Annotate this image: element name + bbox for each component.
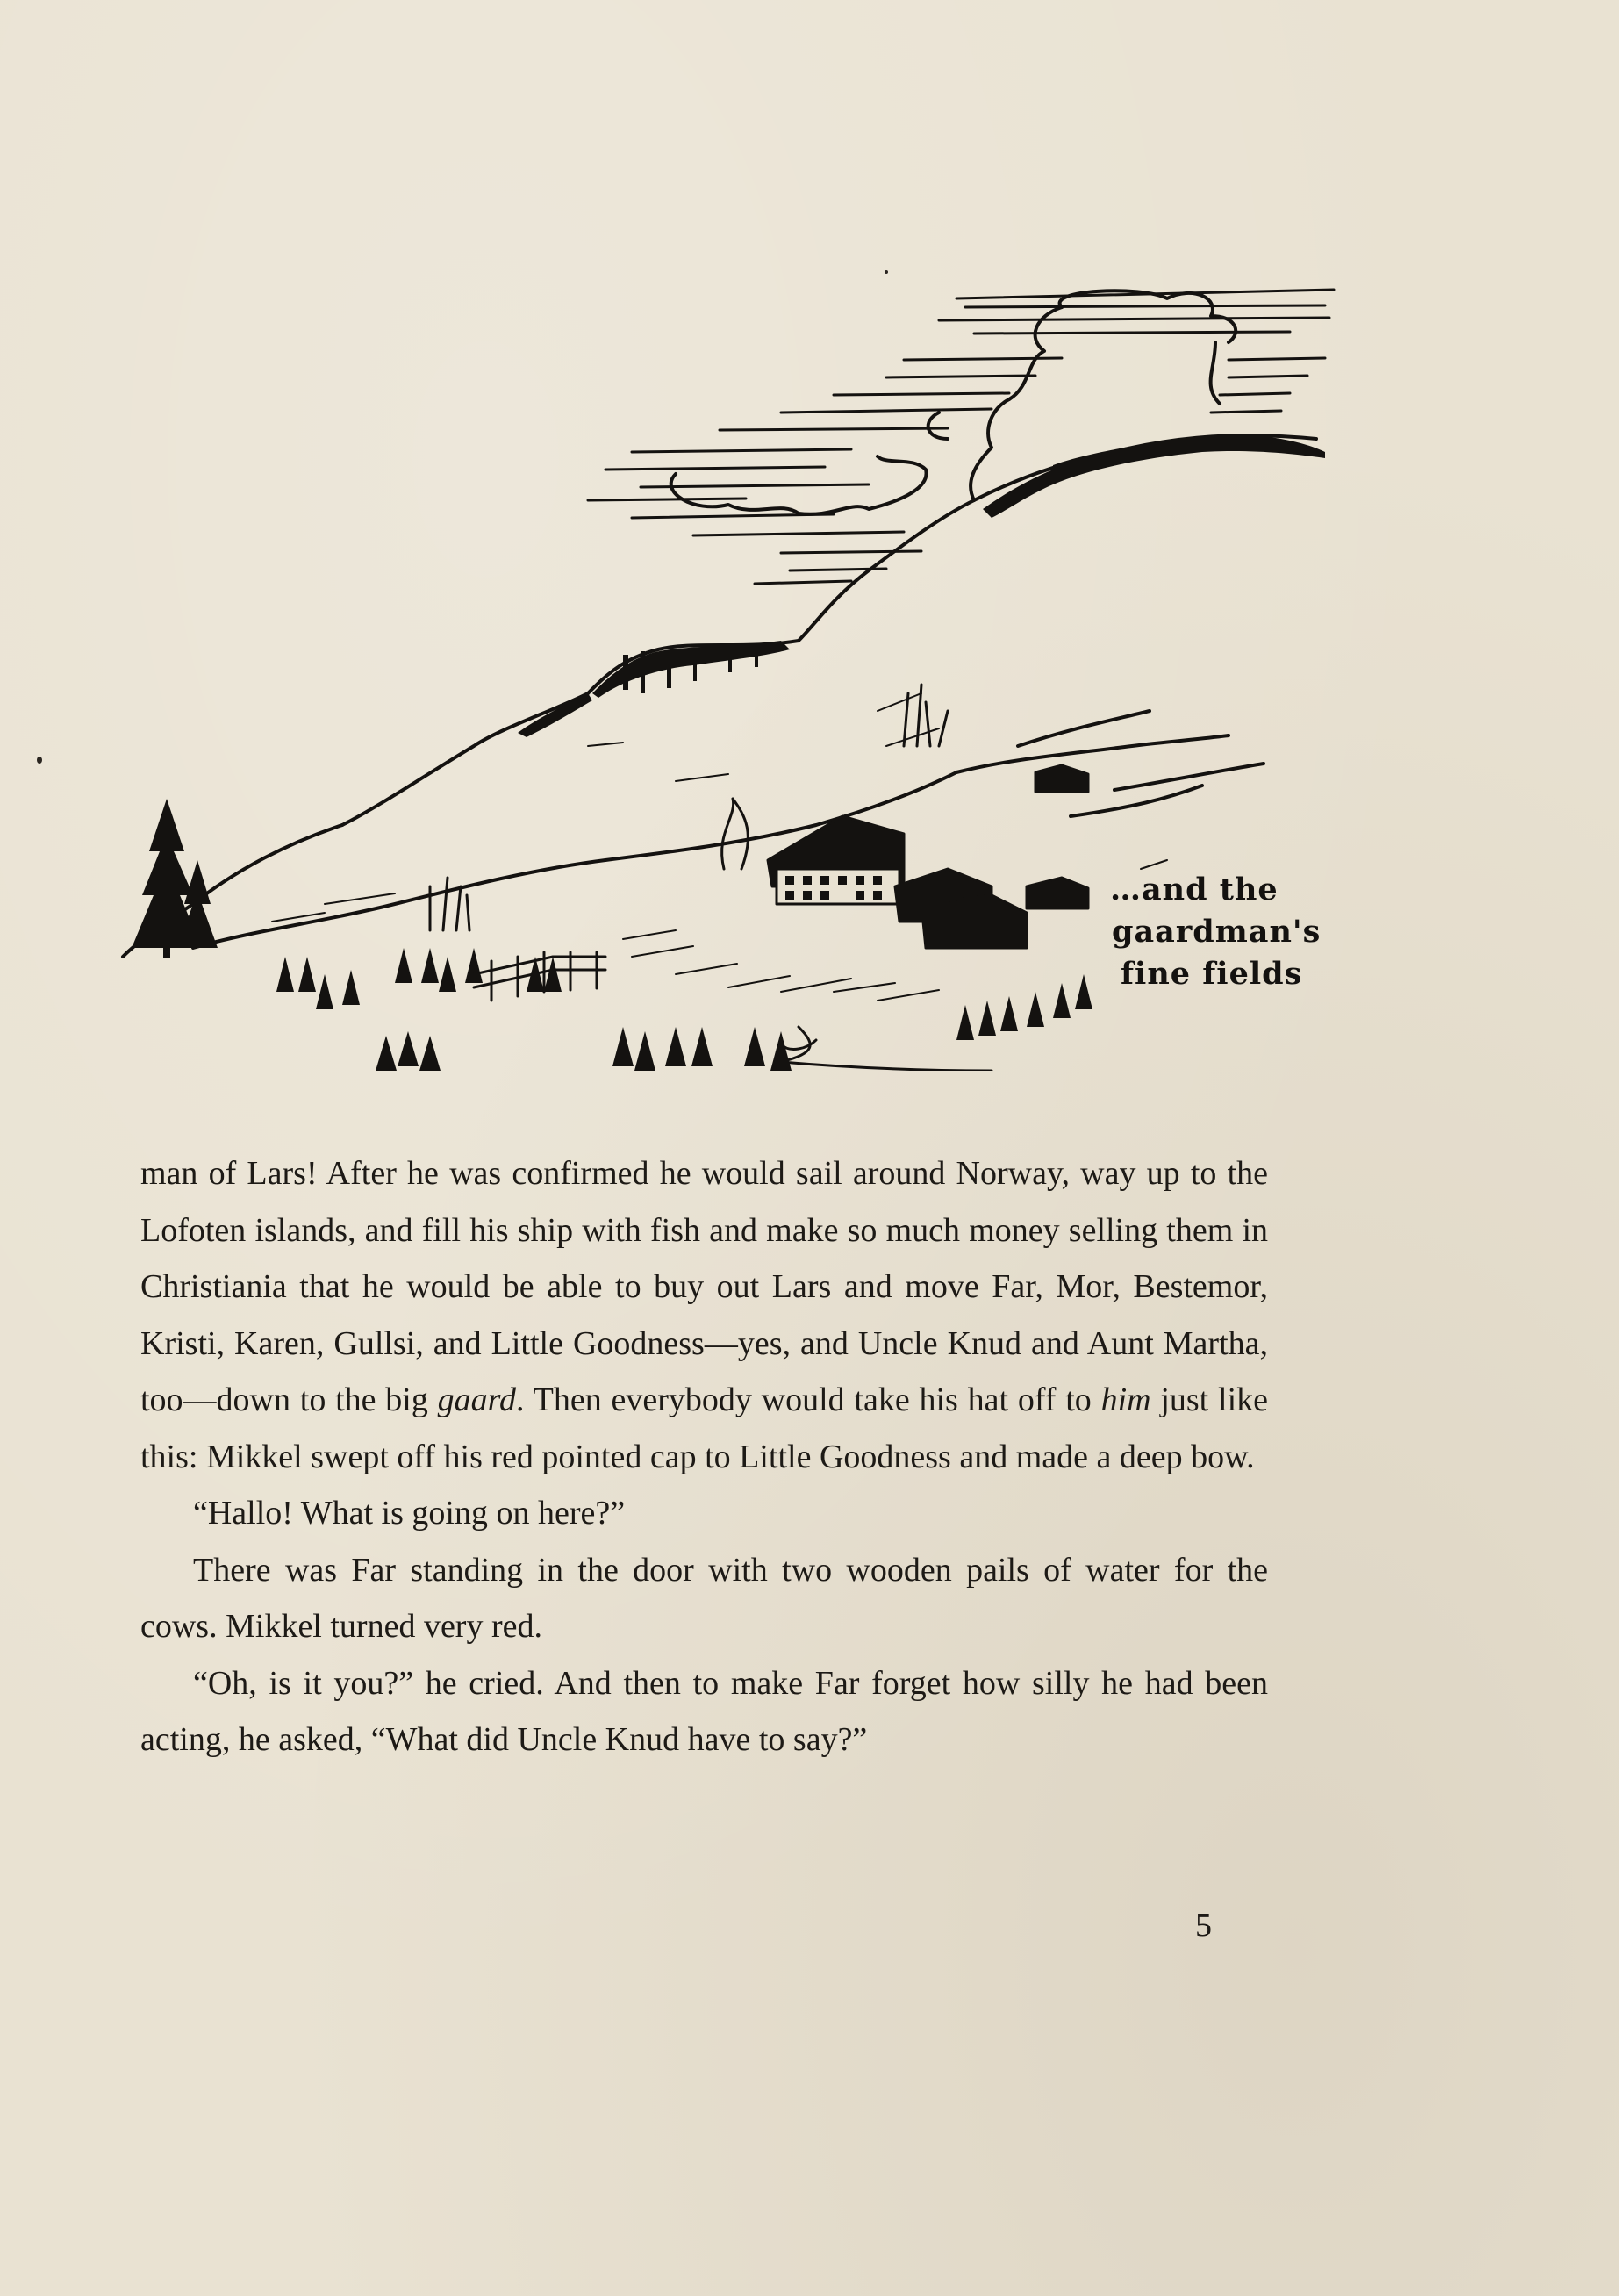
caption-line-1: …and the [1110,872,1279,908]
paragraph-4: “Oh, is it you?” he cried. And then to make Far forget how silly he had been acting, he asked, “What did Uncle Knud have to say?” [140,1664,1268,1758]
page-number: 5 [1195,1907,1212,1944]
paragraph-1-part-2: . Then everybody would take his hat off to [516,1381,1101,1418]
paragraph-1-part-1: man of Lars! After he was confirmed he would sail around Norway, way up to the Lofoten islands, and fill his ship with fish and make so much money selling them in Christiania that he would be able to buy out Lars and move Far, Mor, Bestemor, Kristi, Karen, Gullsi, and Little Goodness—yes, and Uncle Knud and Aunt Martha, too—down to the big [140,1155,1268,1418]
paragraph-1-part-3: just like this: Mikkel swept off his red pointed cap to Little Goodness and made a deep bow. [140,1381,1268,1475]
ink-speck [37,757,42,764]
illustration-caption [1101,869,1329,995]
cloud [671,291,1236,514]
paragraph-1 [140,1145,1268,1485]
caption-line-2: gaardman's [1112,914,1322,950]
paragraph-1-italic-gaard: gaard [437,1381,517,1418]
caption-line-3: fine fields [1121,956,1303,992]
paragraph-1-italic-him: him [1100,1381,1151,1418]
fence-road [474,952,992,1071]
paragraph-2: “Hallo! What is going on here?” [193,1495,626,1532]
paragraph-3: There was Far standing in the door with two wooden pails of water for the cows. Mikkel turned very red. [140,1551,1268,1645]
farmhouse [768,765,1088,948]
body-text [140,1145,1268,1769]
